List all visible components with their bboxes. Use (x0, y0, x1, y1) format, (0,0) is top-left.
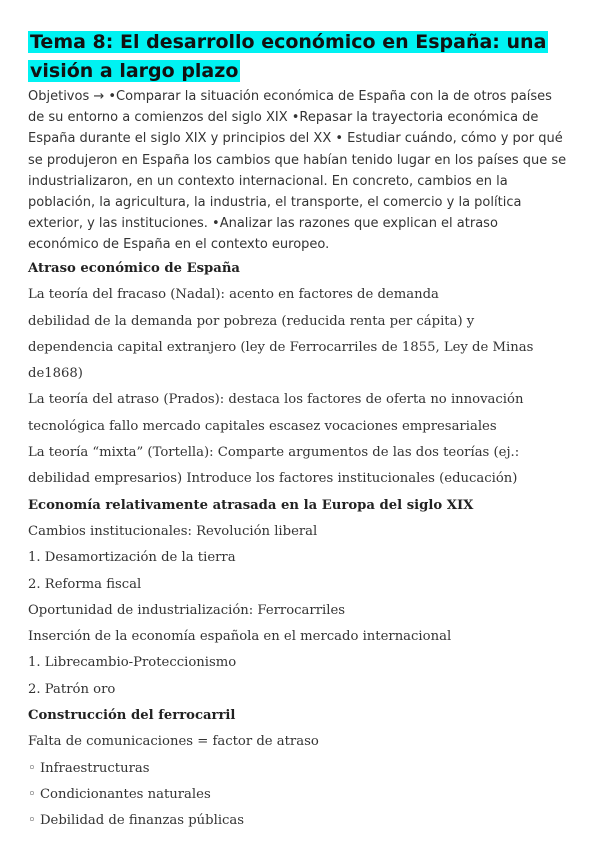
text-line: 2. Patrón oro (28, 681, 116, 697)
title-highlight: Tema 8: El desarrollo económico en España: una visión a largo plazo (30, 31, 547, 82)
objectives-paragraph: Objetivos → •Comparar la situación económica de España con la de otros países de su entorno a comienzos del siglo XIX •Repasar la trayectoria económica de España durante el siglo XIX y principios del XX • Estudiar cuándo, cómo y por qué se produjeron en España los cambios que habían tenido lugar en los países que se industrializaron, en un contexto internacional. En concreto, cambios en la población, la agricultura, la industria, el transporte, el comercio y la política exterior, y las instituciones. •Analizar las razones que explican el atraso económico de España en el contexto europeo. (28, 89, 567, 253)
section-heading: Economía relativamente atrasada en la Europa del siglo XIX (28, 497, 474, 513)
text-line: ◦ Condicionantes naturales (28, 786, 211, 802)
text-line: Inserción de la economía española en el mercado internacional (28, 629, 452, 645)
text-line: 1. Desamortización de la tierra (28, 550, 236, 566)
text-line: dependencia capital extranjero (ley de Ferrocarriles de 1855, Ley de Minas (28, 339, 534, 355)
text-line: Oportunidad de industrialización: Ferrocarriles (28, 602, 346, 618)
section-heading: Construcción del ferrocarril (28, 708, 236, 724)
text-line: Falta de comunicaciones = factor de atraso (28, 734, 319, 750)
text-line: ◦ Debilidad de finanzas públicas (28, 813, 245, 829)
text-line: La teoría “mixta” (Tortella): Comparte argumentos de las dos teorías (ej.: (28, 445, 520, 461)
text-line: La teoría del atraso (Prados): destaca los factores de oferta no innovación (28, 392, 524, 408)
page-title (28, 28, 572, 86)
text-line: La teoría del fracaso (Nadal): acento en factores de demanda (28, 287, 439, 303)
text-line: 2. Reforma fiscal (28, 576, 142, 592)
text-line: 1. Librecambio-Proteccionismo (28, 655, 237, 671)
section-heading: Atraso económico de España (28, 261, 240, 276)
text-line: debilidad empresarios) Introduce los factores institucionales (educación) (28, 471, 518, 487)
notes-body (28, 256, 578, 835)
text-line: tecnológica fallo mercado capitales escasez vocaciones empresariales (28, 418, 497, 434)
text-line: Cambios institucionales: Revolución liberal (28, 523, 318, 539)
text-line: de1868) (28, 366, 83, 382)
text-line: debilidad de la demanda por pobreza (reducida renta per cápita) y (28, 313, 475, 329)
text-line: ◦ Infraestructuras (28, 760, 150, 776)
